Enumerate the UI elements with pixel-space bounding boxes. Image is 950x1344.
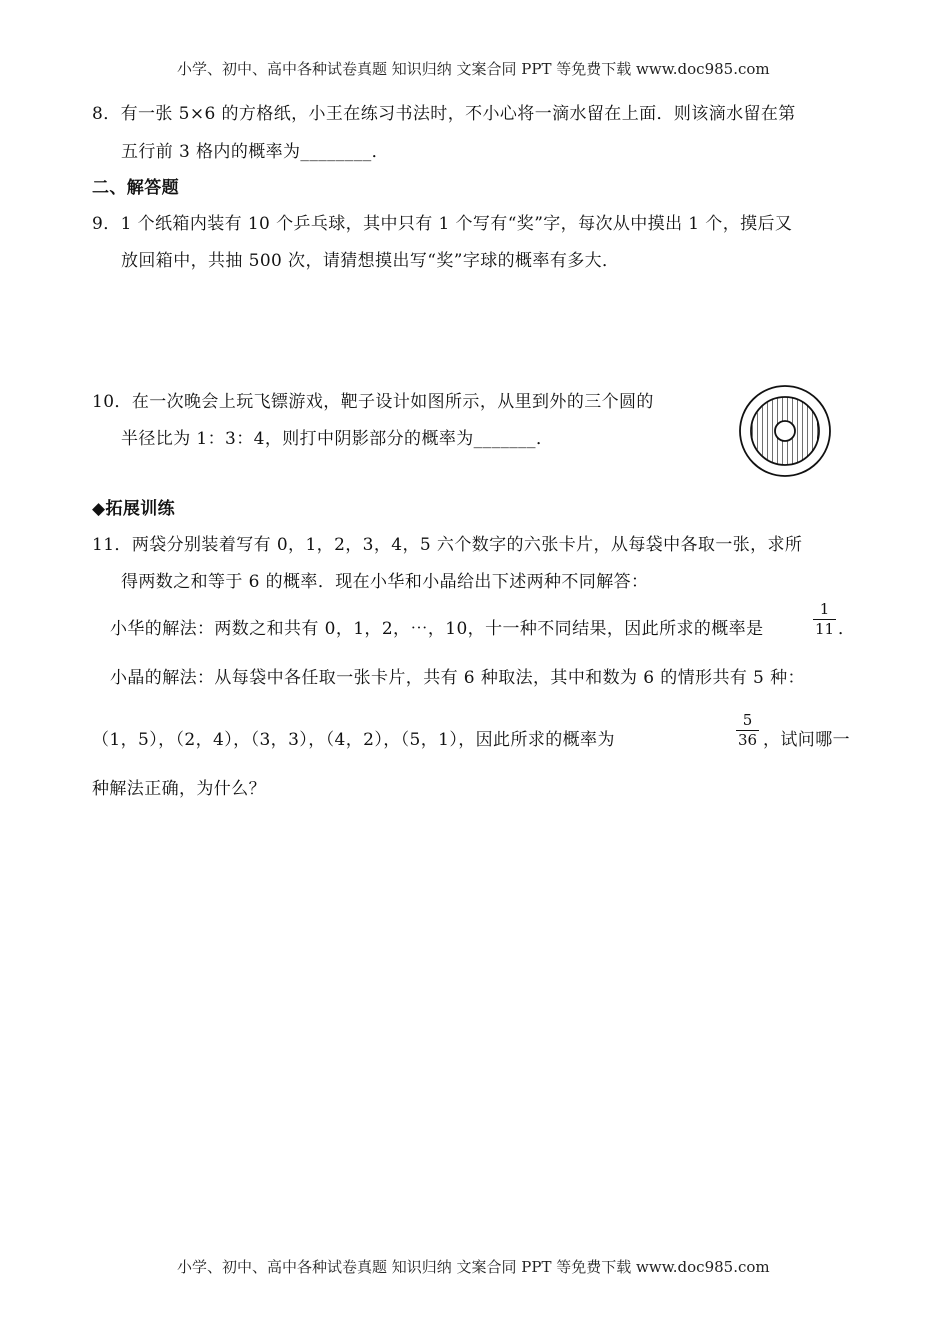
q9-line1: 9．1 个纸箱内装有 10 个乒乓球，其中只有 1 个写有“奖”字，每次从中摸出 1 个，摸后又 bbox=[92, 214, 793, 234]
hua-solution-end: ． bbox=[838, 619, 856, 639]
jing-fraction-denominator: 36 bbox=[738, 731, 758, 749]
jing-fraction-numerator: 5 bbox=[742, 711, 753, 729]
q11-line1: 11．两袋分别装着写有 0，1，2，3，4，5 六个数字的六张卡片，从每袋中各取一张，求所 bbox=[92, 535, 803, 555]
section2-title: 二、解答题 bbox=[92, 178, 179, 198]
pairs-line: （1，5），（2，4），（3，3），（4，2），（5，1），因此所求的概率为 bbox=[92, 730, 615, 750]
dartboard-figure bbox=[737, 383, 833, 479]
hua-fraction bbox=[813, 602, 836, 637]
page-header: 小学、初中、高中各种试卷真题 知识归纳 文案合同 PPT 等免费下载 www.doc985.com bbox=[177, 60, 770, 78]
q10-line2: 半径比为 1：3：4，则打中阴影部分的概率为_______． bbox=[121, 429, 554, 449]
jing-fraction bbox=[736, 713, 759, 748]
extension-title: ◆拓展训练 bbox=[92, 499, 176, 519]
q8-line1: 8．有一张 5×6 的方格纸，小王在练习书法时，不小心将一滴水留在上面．则该滴水留在第 bbox=[92, 104, 796, 124]
q11-line2: 得两数之和等于 6 的概率．现在小华和小晶给出下述两种不同解答： bbox=[121, 572, 649, 592]
q10-line1: 10．在一次晚会上玩飞镖游戏，靶子设计如图所示，从里到外的三个圆的 bbox=[92, 392, 654, 412]
q9-line2: 放回箱中，共抽 500 次，请猜想摸出写“奖”字球的概率有多大． bbox=[121, 251, 620, 271]
page-footer: 小学、初中、高中各种试卷真题 知识归纳 文案合同 PPT 等免费下载 www.doc985.com bbox=[177, 1258, 770, 1276]
q8-line2: 五行前 3 格内的概率为________． bbox=[121, 142, 390, 162]
hua-fraction-denominator: 11 bbox=[815, 620, 835, 638]
q11-last-line: 种解法正确，为什么？ bbox=[92, 779, 266, 799]
inner-circle bbox=[775, 421, 795, 441]
hua-fraction-numerator: 1 bbox=[819, 600, 830, 618]
jing-solution-text: 小晶的解法：从每袋中各任取一张卡片，共有 6 种取法，其中和数为 6 的情形共有 5 种： bbox=[110, 668, 805, 688]
pairs-line-end: ，试问哪一 bbox=[763, 730, 850, 750]
hua-solution-text: 小华的解法：两数之和共有 0，1，2，⋯，10，十一种不同结果，因此所求的概率是 bbox=[110, 619, 764, 639]
